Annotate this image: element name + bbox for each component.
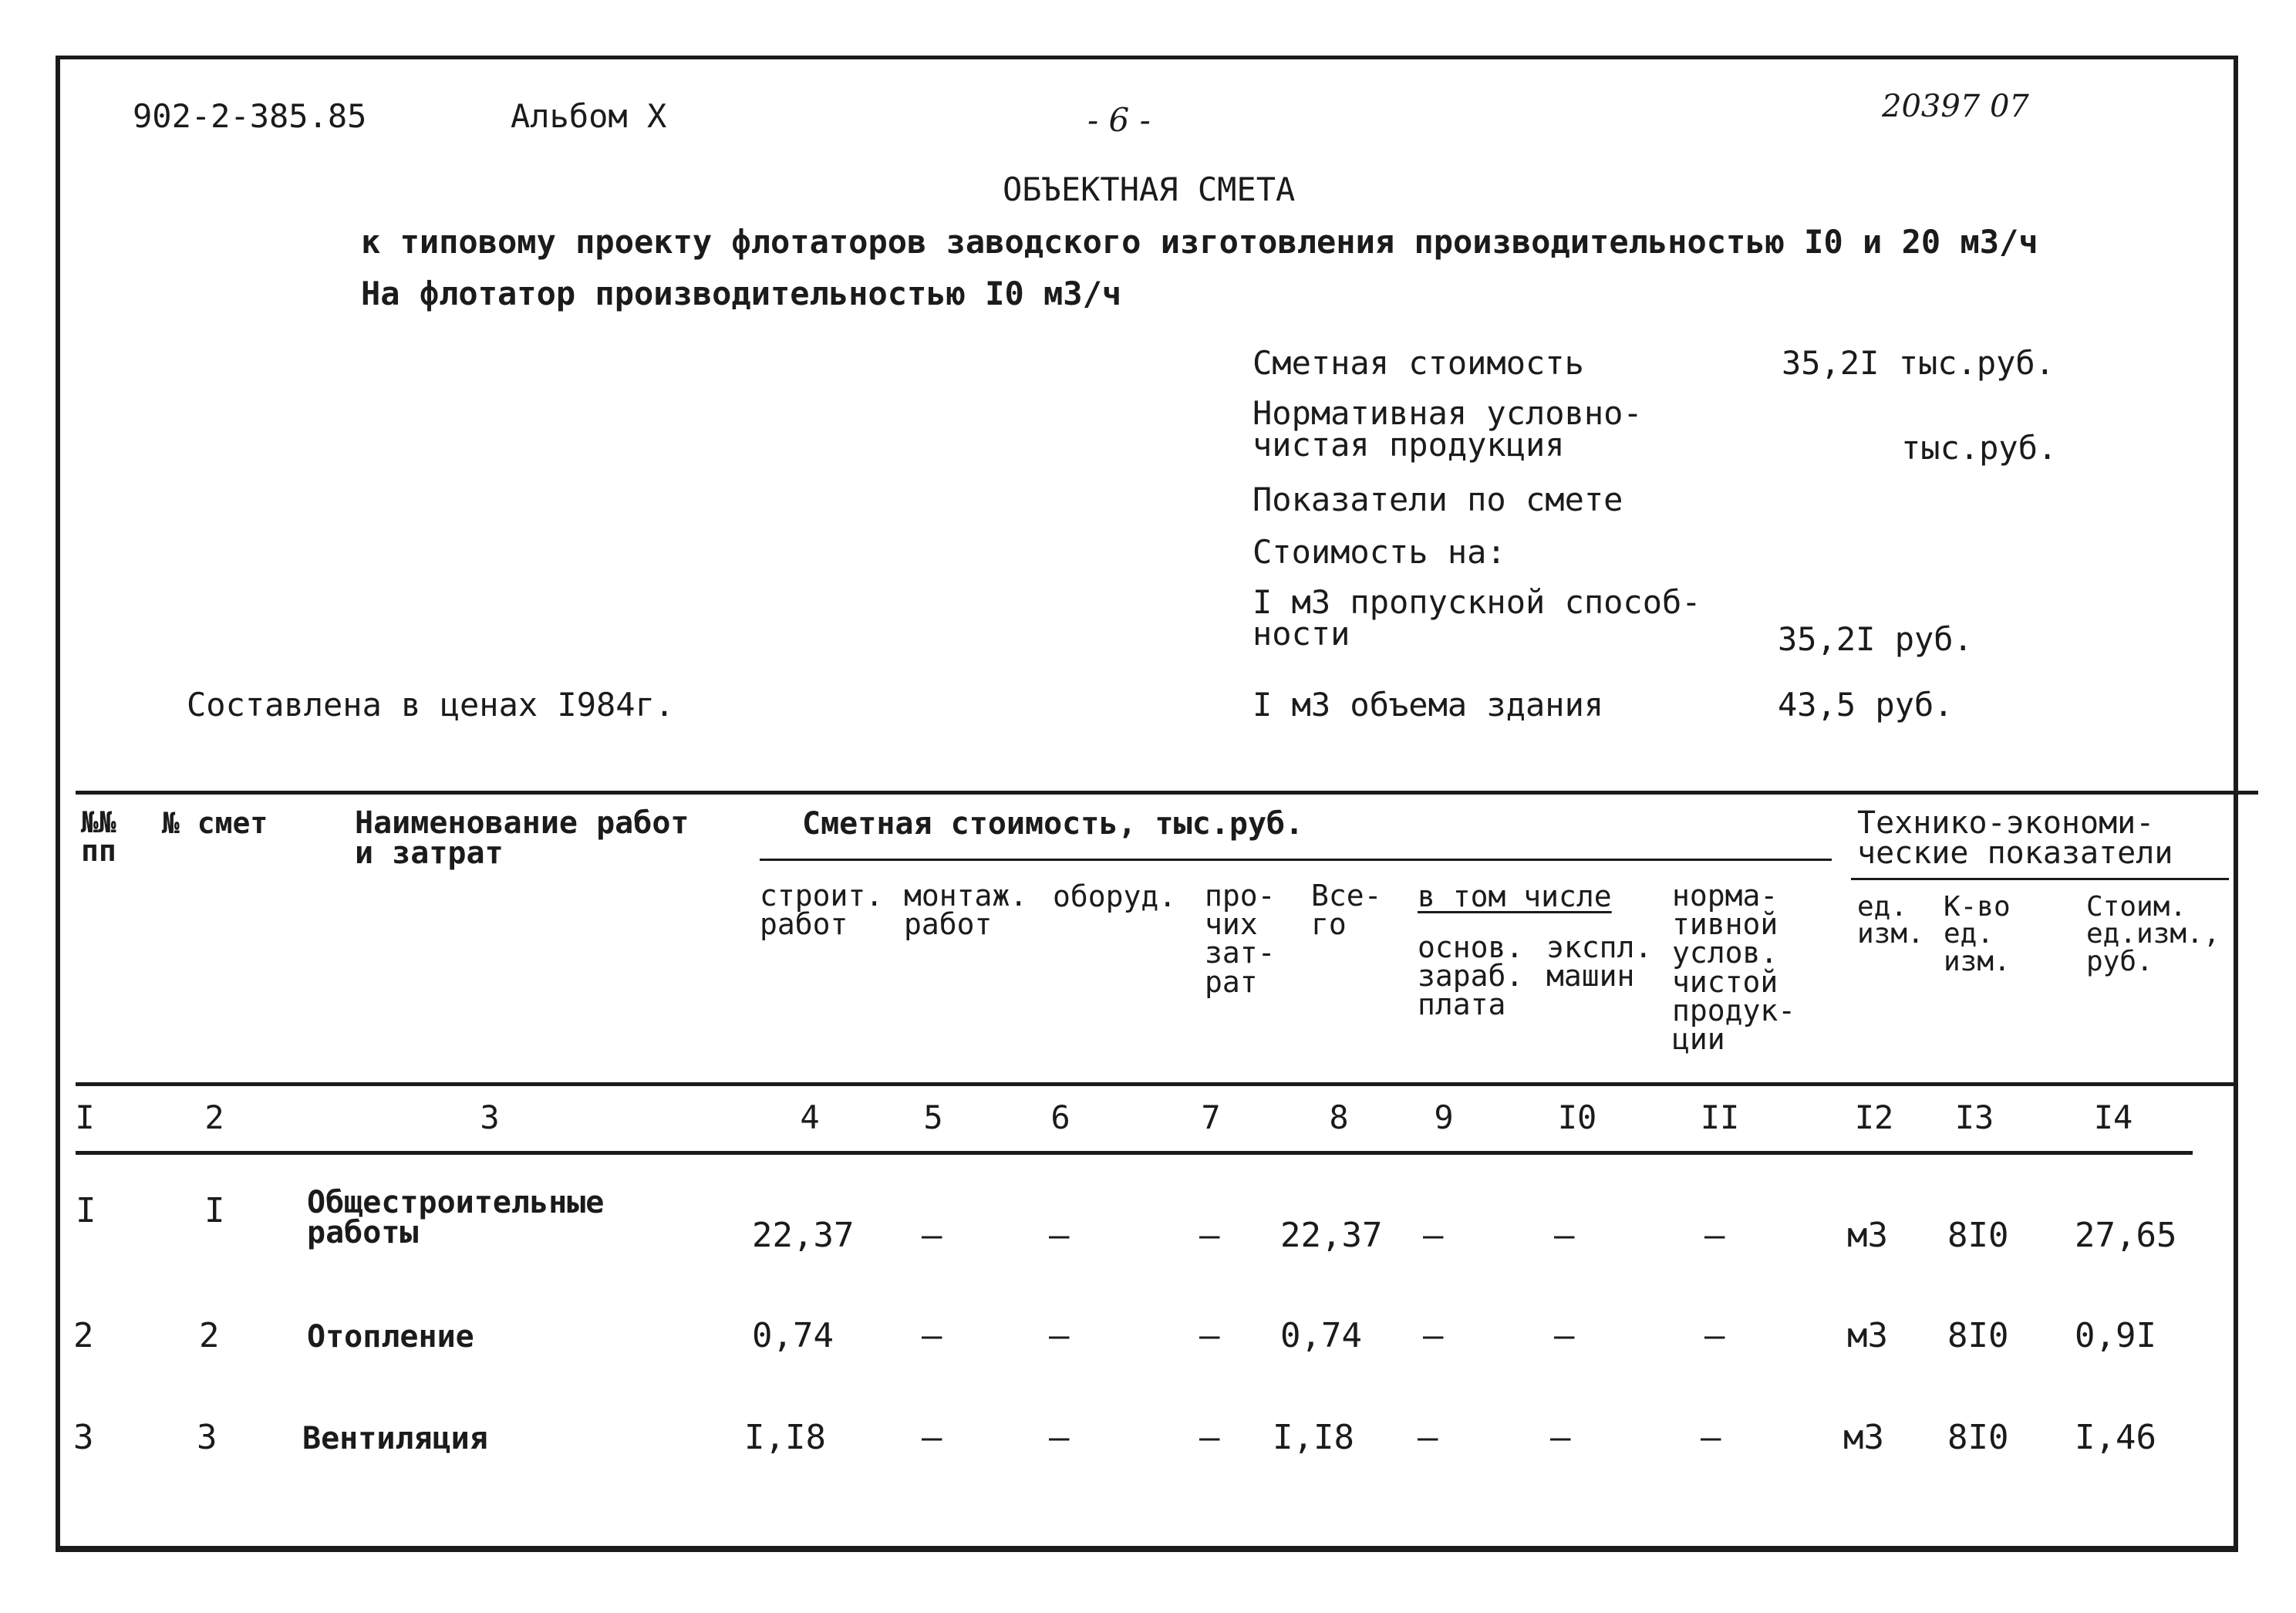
row-num: 2	[73, 1316, 94, 1355]
row-work-name: Общестроительные работы	[307, 1185, 605, 1251]
column-number: 4	[800, 1098, 820, 1136]
header-machines: экспл. машин	[1546, 930, 1653, 994]
column-number: 2	[204, 1098, 224, 1136]
header-work-name: Наименование работ и затрат	[355, 805, 689, 872]
column-number: I0	[1557, 1098, 1597, 1136]
row-unit-cost: 0,9I	[2075, 1316, 2156, 1355]
row-wages: –	[1423, 1316, 1444, 1355]
row-total: I,I8	[1273, 1418, 1354, 1457]
row-total: 0,74	[1280, 1316, 1362, 1355]
document-title: ОБЪЕКТНАЯ СМЕТА	[1003, 170, 1296, 208]
column-numbers-rule	[76, 1151, 2193, 1155]
row-machines: –	[1550, 1418, 1571, 1457]
row-work-name: Отопление	[307, 1319, 474, 1355]
row-quantity: 8I0	[1947, 1216, 2009, 1255]
indicators-label: Показатели по смете	[1253, 481, 1623, 518]
header-bottom-rule	[76, 1082, 2235, 1086]
row-equipment: –	[1049, 1316, 1070, 1355]
capacity-cost-value: 35,2I руб.	[1778, 620, 1973, 658]
header-tech-group: Технико-экономи- ческие показатели	[1857, 805, 2173, 872]
row-num: 3	[73, 1418, 94, 1457]
row-work-name: Вентиляция	[302, 1421, 488, 1456]
row-estimate-no: I	[204, 1191, 225, 1230]
row-construction: 22,37	[752, 1216, 855, 1255]
column-number: II	[1700, 1098, 1740, 1136]
row-unit-cost: 27,65	[2075, 1216, 2177, 1255]
row-num: I	[76, 1191, 96, 1230]
row-construction: I,I8	[744, 1418, 826, 1457]
column-number: 5	[923, 1098, 943, 1136]
row-construction: 0,74	[752, 1316, 834, 1355]
estimated-cost-label: Сметная стоимость	[1253, 344, 1584, 382]
header-unit-cost: Стоим. ед.изм., руб.	[2086, 891, 2220, 977]
album-label: Альбом X	[511, 97, 667, 135]
row-equipment: –	[1049, 1418, 1070, 1457]
row-equipment: –	[1049, 1216, 1070, 1255]
capacity-cost-label: I м3 пропускной способ- ности	[1253, 583, 1701, 653]
row-installation: –	[922, 1418, 942, 1457]
column-number: 9	[1434, 1098, 1454, 1136]
column-number: 8	[1329, 1098, 1349, 1136]
row-quantity: 8I0	[1947, 1418, 2009, 1457]
cost-per-label: Стоимость на:	[1253, 533, 1506, 571]
volume-cost-value: 43,5 руб.	[1778, 686, 1954, 724]
column-number: 6	[1050, 1098, 1070, 1136]
tech-group-rule	[1851, 878, 2229, 880]
row-quantity: 8I0	[1947, 1316, 2009, 1355]
row-normative: –	[1704, 1216, 1725, 1255]
row-wages: –	[1418, 1418, 1438, 1457]
row-unit: м3	[1843, 1418, 1884, 1457]
row-total: 22,37	[1280, 1216, 1383, 1255]
row-normative: –	[1704, 1316, 1725, 1355]
row-estimate-no: 2	[199, 1316, 220, 1355]
column-number: I2	[1854, 1098, 1894, 1136]
normative-production-label: Нормативная условно- чистая продукция	[1253, 394, 1643, 464]
column-number: 3	[480, 1098, 500, 1136]
column-number: I4	[2093, 1098, 2133, 1136]
row-other: –	[1199, 1216, 1220, 1255]
header-other: про- чих зат- рат	[1205, 879, 1276, 999]
header-estimate-no: № смет	[162, 806, 268, 840]
header-normative: норма- тивной услов. чистой продук- ции	[1672, 879, 1796, 1057]
row-machines: –	[1554, 1316, 1575, 1355]
row-machines: –	[1554, 1216, 1575, 1255]
flotator-capacity: На флотатор производительностью I0 м3/ч	[361, 275, 1122, 312]
row-installation: –	[922, 1216, 942, 1255]
normative-production-value: тыс.руб.	[1901, 429, 2058, 467]
prices-note: Составлена в ценах I984г.	[187, 686, 675, 724]
inventory-number: 20397 07	[1882, 89, 2029, 124]
header-unit: ед. изм.	[1857, 891, 1924, 950]
row-estimate-no: 3	[197, 1418, 217, 1457]
header-equipment: оборуд.	[1053, 879, 1177, 913]
row-installation: –	[922, 1316, 942, 1355]
header-wages: основ. зараб. плата	[1418, 930, 1524, 1022]
document-code: 902-2-385.85	[133, 97, 367, 135]
header-installation: монтаж. работ	[904, 879, 1028, 942]
column-number: 7	[1201, 1098, 1221, 1136]
row-normative: –	[1701, 1418, 1721, 1457]
header-construction: строит. работ	[760, 879, 884, 942]
column-number: I	[75, 1098, 95, 1136]
row-other: –	[1199, 1418, 1220, 1457]
table-top-rule	[76, 791, 2258, 795]
volume-cost-label: I м3 объема здания	[1253, 686, 1604, 724]
estimated-cost-value: 35,2I тыс.руб.	[1782, 344, 2055, 382]
header-including: в том числе	[1418, 879, 1612, 913]
header-num: №№ пп	[81, 805, 116, 869]
header-quantity: К-во ед. изм.	[1944, 891, 2011, 977]
cost-group-rule	[760, 859, 1832, 861]
page-number: - 6 -	[1087, 101, 1151, 139]
project-description: к типовому проекту флотаторов заводского изготовления производительностью I0 и 20 м3/ч	[361, 223, 2038, 261]
row-unit-cost: I,46	[2075, 1418, 2156, 1457]
row-unit: м3	[1847, 1216, 1888, 1255]
header-cost-group: Сметная стоимость, тыс.руб.	[802, 806, 1304, 842]
row-unit: м3	[1847, 1316, 1888, 1355]
row-other: –	[1199, 1316, 1220, 1355]
header-total: Все- го	[1311, 879, 1382, 942]
column-number: I3	[1954, 1098, 1994, 1136]
row-wages: –	[1423, 1216, 1444, 1255]
